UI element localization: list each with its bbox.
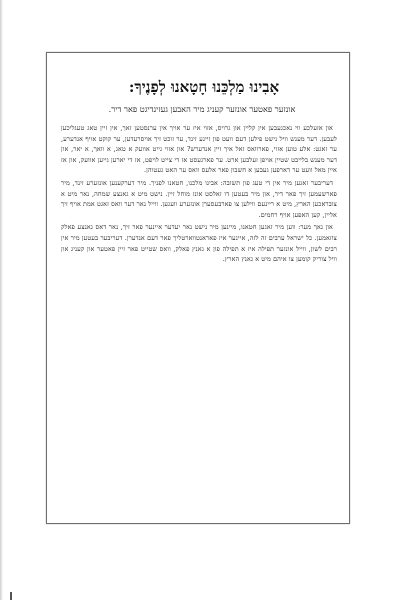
page-title: אָבִינוּ מַלְכֵּנוּ חָטָאנוּ לְפָנֶיךָ: <box>128 78 280 96</box>
paragraph: און אזעלכע ווי נאכגעבען אין קליין און גרויס, אזוי איז ער אויך אין ערנסטען זאך, אין זיין טאג טעגליכען לעבען. דער מענש וויל נישט פילען דעם וועט פון זיינע זינד, ער זוכט זיך אויסרעדען, ער קוקט אויף אנדערע, ער זאגט: אלע טוען אזוי, פארוואס זאל איך זיין אנדערש? און אזוי גייט אוועק א טאג, א וואך, א יאר, און דער מענש בלייבט שטיין אויפן זעלבען ארט. ער פארגעסט אז די צייט לויפט, אז די יארען גייען אוועק, און אז איין מאל וועט ער דארפען געבען א חשבון פאר אלעס וואס ער האט געטוהן. <box>61 124 337 175</box>
printed-page <box>46 52 350 524</box>
scan-mark <box>10 592 12 600</box>
scan-edge-shadow <box>0 0 3 600</box>
paragraph: און נאך מער: ווען מיר זאגען חטאנו, מיינען מיר נישט נאר יעדער איינער פאר זיך, נאר דאס גאנצע פאלק צוזאמען. כל ישראל ערבים זה לזה, איינער איז פאראנטווארטליך פאר דעם אנדערן. דעריבער בעטען מיר אין רבים לשון, ווייל אונזער תפילה איז א תפילה פון א גאנץ פאלק, וואס שטייט פאר זיין פאטער און קעניג און וויל צוריק קומען צו איהם מיט א גאנץ הארץ. <box>61 223 337 264</box>
body-text <box>61 123 337 265</box>
page-subtitle: אונזער פאטער אונזער קעניג מיר האבען געזינדיגט פאר דיר. <box>108 104 296 114</box>
paragraph: דעריבער זאגען מיר אין די טעג פון תשובה: אבינו מלכנו, חטאנו לפניך. מיר דערקענען אונזערע זינד, מיר פארשעמען זיך פאר דיר, און מיר בעטען דו זאלסט אונז מוחל זיין. נישט מיט א גאנצע שמחה, נאר מיט א צובראכען הארץ, מיט א ריינעם ווילען צו פארבעסערן אונזערע וועגען. ווייל נאר דער וואס זאגט אמת אויף זיך אליין, קען האפען אויף רחמים. <box>61 178 337 219</box>
